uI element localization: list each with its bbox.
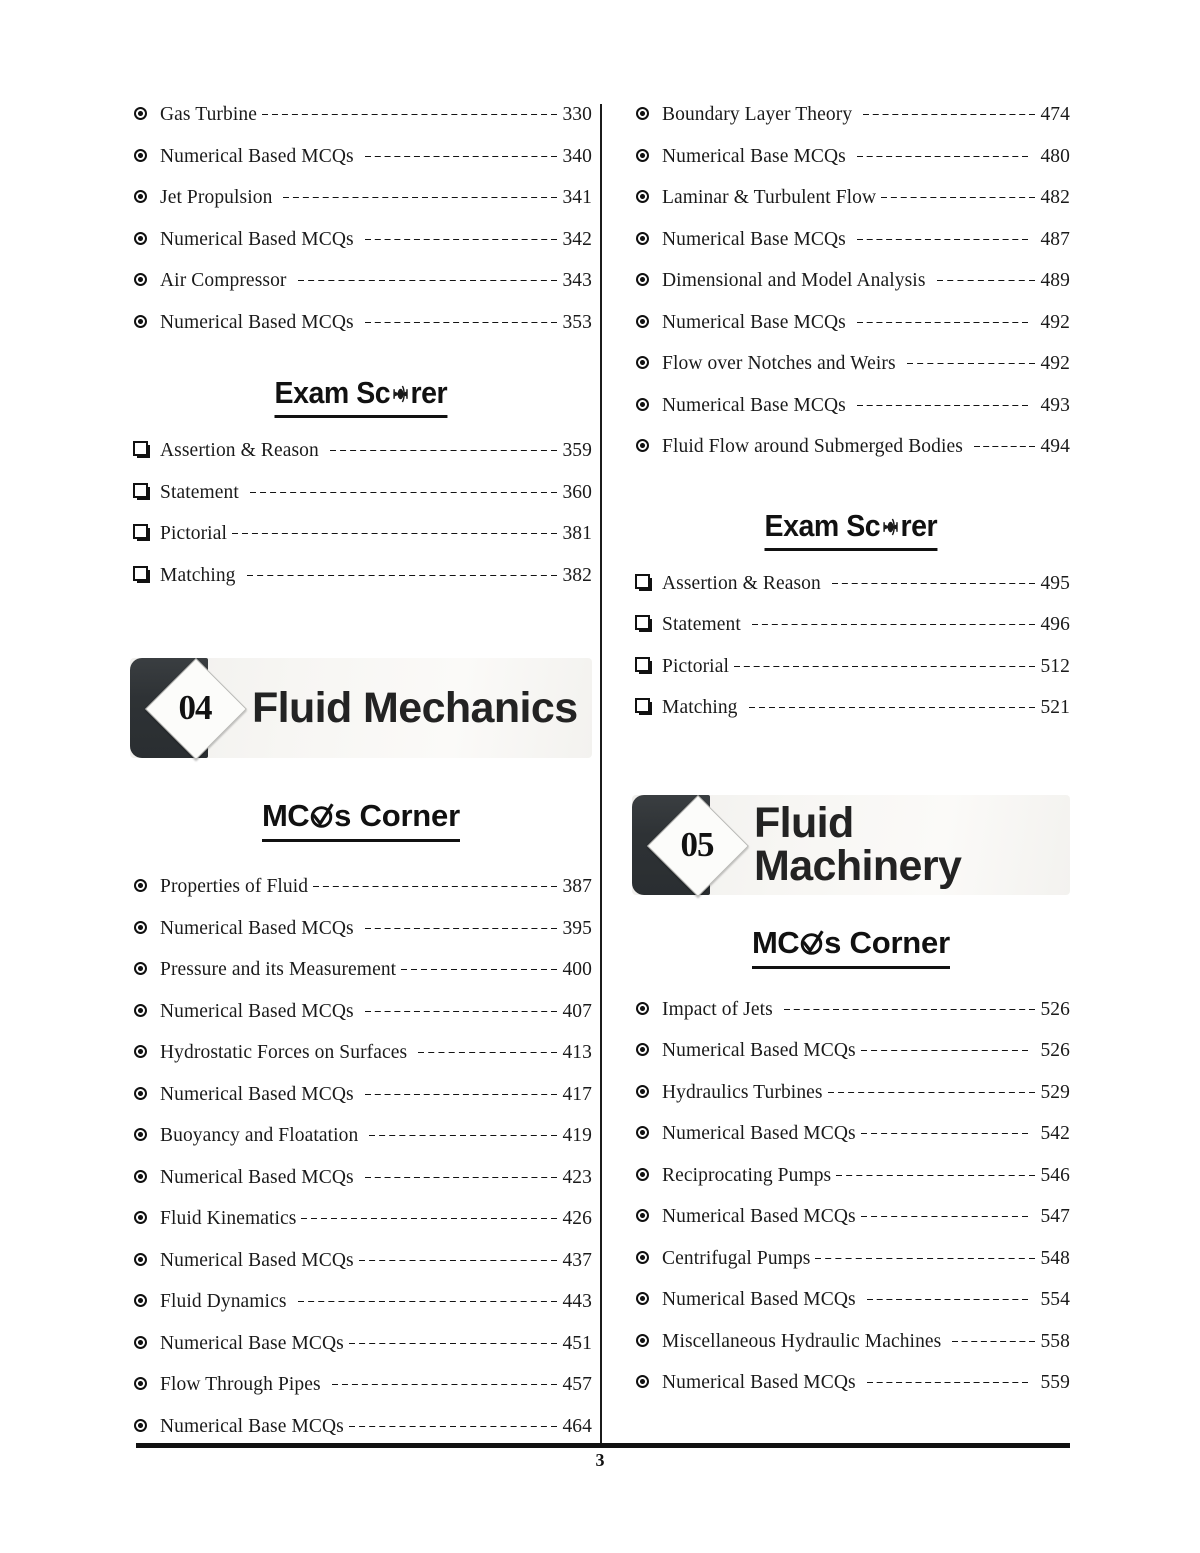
exam-scorer-wordmark: [275, 375, 448, 418]
mcqs-corner-logo-left: [130, 798, 592, 842]
toc-entry-label: Flow Through Pipes: [160, 1374, 321, 1395]
dot-leader: [907, 363, 1035, 364]
toc-entry-page: 464: [562, 1415, 592, 1437]
mcqs-corner-text-1: MC: [262, 798, 310, 833]
toc-entry-label: Numerical Based MCQs: [160, 1166, 354, 1188]
toc-entry-label: Air Compressor: [160, 270, 287, 291]
toc-entry-label: Numerical Based MCQs: [662, 1206, 856, 1227]
dot-leader: [365, 322, 557, 323]
circle-bullet-icon: [632, 189, 662, 206]
toc-entry[interactable]: [130, 1333, 592, 1375]
dot-leader: [974, 446, 1035, 447]
toc-entry[interactable]: [130, 523, 592, 565]
dot-leader: [332, 1384, 557, 1385]
check-circle-icon: [308, 803, 335, 830]
toc-entry-page: 400: [562, 959, 592, 980]
circle-bullet-icon: [130, 272, 160, 289]
toc-entry-page: 359: [562, 440, 592, 461]
dot-leader: [815, 1258, 1035, 1259]
mcqs-corner-text-2: s Corner: [824, 924, 950, 960]
toc-entry[interactable]: [632, 1206, 1070, 1248]
toc-entry[interactable]: [632, 573, 1070, 615]
toc-entry[interactable]: [632, 353, 1070, 395]
toc-entry[interactable]: [632, 1123, 1070, 1165]
dot-leader: [298, 1301, 557, 1302]
toc-entry-page: 480: [1040, 145, 1070, 167]
toc-entry[interactable]: [130, 959, 592, 1001]
toc-entry[interactable]: [632, 146, 1070, 188]
toc-entry-page: 341: [562, 187, 592, 208]
chapter-number: 05: [680, 824, 714, 864]
chapter-title: Fluid Mechanics: [252, 683, 578, 732]
toc-entry-label: Matching: [662, 697, 738, 718]
circle-bullet-icon: [130, 961, 160, 978]
toc-entry-label: Numerical Base MCQs: [662, 145, 846, 167]
circle-bullet-icon: [632, 314, 662, 331]
exam-scorer-text-2: rer: [900, 507, 938, 543]
square-bullet-icon: [130, 523, 160, 542]
toc-entry-page: 437: [562, 1249, 592, 1271]
toc-entry-label: Numerical Based MCQs: [160, 1249, 354, 1271]
toc-entry[interactable]: [632, 229, 1070, 271]
toc-entry[interactable]: [130, 104, 592, 146]
toc-entry-page: 457: [562, 1374, 592, 1395]
toc-entry-label: Pictorial: [160, 523, 227, 544]
toc-entry-page: 407: [562, 1000, 592, 1022]
square-bullet-icon: [130, 440, 160, 459]
toc-entry[interactable]: [130, 1208, 592, 1250]
circle-bullet-icon: [130, 1086, 160, 1103]
toc-entry[interactable]: [130, 146, 592, 188]
toc-entry-page: 474: [1040, 104, 1070, 125]
toc-entry-label: Pictorial: [662, 655, 729, 677]
toc-entry-page: 546: [1040, 1164, 1070, 1186]
toc-entry-page: 353: [562, 311, 592, 333]
dot-leader: [752, 624, 1035, 625]
circle-bullet-icon: [130, 878, 160, 895]
toc-entry[interactable]: [130, 229, 592, 271]
dot-leader: [301, 1218, 557, 1219]
toc-entry-label: Numerical Base MCQs: [662, 311, 846, 333]
toc-entry-label: Hydrostatic Forces on Surfaces: [160, 1042, 408, 1063]
circle-bullet-icon: [130, 1127, 160, 1144]
circle-bullet-icon: [130, 1335, 160, 1352]
toc-entry-label: Matching: [160, 564, 236, 586]
chapter-badge: [130, 658, 230, 758]
circle-bullet-icon: [130, 148, 160, 165]
toc-entry-label: Numerical Based MCQs: [160, 311, 354, 333]
left-top-list: [130, 104, 592, 353]
toc-entry[interactable]: [130, 1167, 592, 1209]
right-top-list: [632, 104, 1070, 478]
circle-bullet-icon: [130, 1210, 160, 1227]
dot-leader: [330, 450, 557, 451]
dot-leader: [857, 156, 1028, 157]
check-circle-icon: [798, 930, 825, 957]
toc-entry[interactable]: [130, 1125, 592, 1167]
toc-columns: [130, 104, 1070, 1437]
toc-entry[interactable]: [130, 565, 592, 607]
toc-entry-page: 426: [562, 1208, 592, 1229]
dot-leader: [365, 1011, 557, 1012]
circle-bullet-icon: [632, 438, 662, 455]
toc-entry-label: Fluid Flow around Submerged Bodies: [662, 436, 963, 457]
toc-entry-label: Centrifugal Pumps: [662, 1247, 811, 1269]
toc-entry[interactable]: [130, 918, 592, 960]
toc-entry[interactable]: [130, 440, 592, 482]
dot-leader: [359, 1260, 557, 1261]
right-column: [600, 104, 1070, 1424]
circle-bullet-icon: [130, 1376, 160, 1393]
toc-entry-page: 342: [562, 228, 592, 250]
toc-entry-label: Flow over Notches and Weirs: [662, 353, 896, 374]
toc-entry-label: Numerical Based MCQs: [160, 917, 354, 939]
circle-bullet-icon: [130, 106, 160, 123]
circle-bullet-icon: [130, 1169, 160, 1186]
dot-leader: [867, 1299, 1028, 1300]
toc-entry-label: Numerical Based MCQs: [662, 1123, 856, 1144]
toc-entry-page: 419: [562, 1125, 592, 1146]
toc-entry-label: Numerical Based MCQs: [160, 1083, 354, 1105]
toc-entry-page: 382: [562, 564, 592, 586]
toc-entry[interactable]: [632, 312, 1070, 354]
toc-entry[interactable]: [130, 876, 592, 918]
toc-entry-page: 381: [562, 523, 592, 544]
toc-entry-label: Numerical Based MCQs: [160, 1000, 354, 1022]
toc-entry-page: 387: [562, 876, 592, 897]
toc-entry-label: Jet Propulsion: [160, 187, 273, 208]
circle-bullet-icon: [632, 106, 662, 123]
toc-entry-page: 443: [562, 1291, 592, 1312]
toc-entry-page: 529: [1040, 1081, 1070, 1103]
mcqs-corner-wordmark: [262, 798, 460, 842]
chapter-number: 04: [178, 688, 212, 727]
chapter-banner-04: [130, 658, 592, 758]
toc-entry-page: 496: [1040, 614, 1070, 635]
chapter-badge: [632, 795, 732, 895]
toc-entry-page: 547: [1040, 1206, 1070, 1227]
toc-entry-label: Numerical Based MCQs: [160, 145, 354, 167]
dot-leader: [749, 707, 1035, 708]
toc-entry-page: 558: [1040, 1330, 1070, 1352]
chapter-title: Fluid Machinery: [754, 798, 962, 890]
dot-leader: [832, 583, 1035, 584]
mcqs-corner-text-2: s Corner: [334, 798, 460, 833]
toc-entry[interactable]: [632, 104, 1070, 146]
circle-bullet-icon: [130, 920, 160, 937]
toc-entry-page: 492: [1040, 311, 1070, 333]
toc-entry-label: Fluid Dynamics: [160, 1291, 287, 1312]
dot-leader: [401, 969, 557, 970]
toc-entry-label: Buoyancy and Floatation: [160, 1125, 359, 1146]
circle-bullet-icon: [632, 1208, 662, 1225]
dot-leader: [734, 666, 1035, 667]
toc-entry[interactable]: [632, 1040, 1070, 1082]
toc-entry[interactable]: [130, 482, 592, 524]
toc-entry-label: Numerical Base MCQs: [662, 228, 846, 250]
toc-entry[interactable]: [632, 614, 1070, 656]
toc-entry-page: 413: [562, 1042, 592, 1063]
toc-entry-page: 559: [1040, 1372, 1070, 1393]
square-bullet-icon: [130, 565, 160, 584]
dot-leader: [828, 1092, 1035, 1093]
dot-leader: [861, 1050, 1028, 1051]
dot-leader: [313, 886, 557, 887]
dot-leader: [857, 405, 1028, 406]
toc-entry-page: 330: [562, 104, 592, 125]
mcqs-corner-logo-right: [632, 925, 1070, 969]
toc-entry[interactable]: [632, 999, 1070, 1041]
dot-leader: [349, 1426, 557, 1427]
dot-leader: [857, 322, 1028, 323]
toc-entry-page: 495: [1040, 572, 1070, 594]
toc-entry-page: 526: [1040, 998, 1070, 1020]
toc-entry[interactable]: [632, 270, 1070, 312]
toc-entry-label: Statement: [160, 481, 239, 503]
exam-scorer-wordmark: [765, 508, 938, 551]
dot-leader: [784, 1009, 1035, 1010]
toc-entry-label: Boundary Layer Theory: [662, 104, 853, 125]
dot-leader: [365, 239, 557, 240]
toc-entry-label: Numerical Based MCQs: [160, 228, 354, 250]
toc-entry-label: Miscellaneous Hydraulic Machines: [662, 1330, 942, 1352]
toc-entry-page: 548: [1040, 1247, 1070, 1269]
dot-leader: [298, 280, 557, 281]
toc-entry[interactable]: [130, 1250, 592, 1292]
toc-entry[interactable]: [130, 1291, 592, 1333]
toc-entry-page: 395: [562, 917, 592, 939]
toc-entry-page: 360: [562, 481, 592, 503]
square-bullet-icon: [632, 656, 662, 675]
toc-entry-label: Numerical Base MCQs: [160, 1332, 344, 1354]
toc-entry-page: 492: [1040, 353, 1070, 374]
right-exam-scorer-list: [632, 573, 1070, 739]
circle-bullet-icon: [130, 1293, 160, 1310]
scorer-swoosh-icon: [880, 516, 900, 538]
square-bullet-icon: [632, 697, 662, 716]
circle-bullet-icon: [632, 1042, 662, 1059]
dot-leader: [365, 928, 557, 929]
circle-bullet-icon: [632, 1001, 662, 1018]
exam-scorer-text-2: rer: [410, 375, 448, 410]
circle-bullet-icon: [632, 1084, 662, 1101]
right-mcqs-list: [632, 999, 1070, 1414]
toc-entry[interactable]: [632, 1331, 1070, 1373]
toc-entry-label: Numerical Base MCQs: [662, 394, 846, 416]
circle-bullet-icon: [130, 1044, 160, 1061]
circle-bullet-icon: [632, 1167, 662, 1184]
dot-leader: [365, 1094, 557, 1095]
toc-entry-page: 493: [1040, 394, 1070, 416]
toc-entry[interactable]: [632, 436, 1070, 478]
left-mcqs-list: [130, 876, 592, 1457]
circle-bullet-icon: [632, 231, 662, 248]
dot-leader: [863, 114, 1035, 115]
circle-bullet-icon: [130, 189, 160, 206]
toc-entry-page: 554: [1040, 1289, 1070, 1310]
toc-entry-page: 451: [562, 1332, 592, 1354]
mcqs-corner-wordmark: [752, 925, 950, 969]
left-column: [130, 104, 600, 1437]
toc-entry-label: Statement: [662, 614, 741, 635]
dot-leader: [418, 1052, 557, 1053]
circle-bullet-icon: [130, 314, 160, 331]
circle-bullet-icon: [632, 355, 662, 372]
toc-entry[interactable]: [130, 270, 592, 312]
toc-entry-page: 340: [562, 145, 592, 167]
circle-bullet-icon: [130, 1418, 160, 1435]
dot-leader: [349, 1343, 557, 1344]
toc-entry[interactable]: [632, 697, 1070, 739]
toc-entry[interactable]: [632, 395, 1070, 437]
toc-entry-page: 512: [1040, 655, 1070, 677]
dot-leader: [365, 1177, 557, 1178]
toc-entry[interactable]: [632, 1165, 1070, 1207]
toc-entry[interactable]: [130, 1042, 592, 1084]
toc-entry[interactable]: [130, 1374, 592, 1416]
circle-bullet-icon: [130, 231, 160, 248]
circle-bullet-icon: [130, 1003, 160, 1020]
dot-leader: [881, 197, 1035, 198]
toc-entry-label: Assertion & Reason: [160, 440, 319, 461]
dot-leader: [232, 533, 557, 534]
dot-leader: [836, 1175, 1035, 1176]
toc-entry[interactable]: [130, 1084, 592, 1126]
mcqs-corner-text-1: MC: [752, 924, 800, 960]
exam-scorer-text-1: Exam Sc: [274, 375, 391, 410]
dot-leader: [857, 239, 1028, 240]
toc-entry-page: 542: [1040, 1123, 1070, 1144]
toc-entry[interactable]: [632, 1289, 1070, 1331]
dot-leader: [262, 114, 557, 115]
toc-entry-page: 423: [562, 1166, 592, 1188]
toc-entry[interactable]: [130, 187, 592, 229]
circle-bullet-icon: [632, 148, 662, 165]
dot-leader: [283, 197, 557, 198]
circle-bullet-icon: [632, 272, 662, 289]
dot-leader: [365, 156, 557, 157]
square-bullet-icon: [130, 482, 160, 501]
left-exam-scorer-list: [130, 440, 592, 606]
dot-leader: [250, 492, 557, 493]
exam-scorer-text-1: Exam Sc: [764, 507, 881, 543]
toc-entry-label: Gas Turbine: [160, 104, 257, 125]
dot-leader: [952, 1341, 1035, 1342]
circle-bullet-icon: [130, 1252, 160, 1269]
dot-leader: [247, 575, 557, 576]
toc-entry-label: Properties of Fluid: [160, 876, 309, 897]
circle-bullet-icon: [632, 1250, 662, 1267]
toc-entry-page: 417: [562, 1083, 592, 1105]
toc-entry[interactable]: [632, 1372, 1070, 1414]
toc-entry-page: 482: [1040, 187, 1070, 208]
toc-entry-label: Fluid Kinematics: [160, 1208, 297, 1229]
dot-leader: [937, 280, 1035, 281]
dot-leader: [861, 1133, 1028, 1134]
circle-bullet-icon: [632, 1333, 662, 1350]
toc-entry[interactable]: [130, 312, 592, 354]
toc-entry-label: Pressure and its Measurement: [160, 959, 397, 980]
toc-entry-label: Impact of Jets: [662, 998, 773, 1020]
toc-entry-page: 487: [1040, 228, 1070, 250]
toc-entry-label: Dimensional and Model Analysis: [662, 270, 926, 291]
toc-entry-label: Reciprocating Pumps: [662, 1164, 832, 1186]
dot-leader: [867, 1382, 1028, 1383]
toc-entry[interactable]: [130, 1001, 592, 1043]
circle-bullet-icon: [632, 397, 662, 414]
toc-entry[interactable]: [632, 1082, 1070, 1124]
square-bullet-icon: [632, 573, 662, 592]
footer-rule: [136, 1443, 1070, 1448]
scorer-swoosh-icon: [390, 383, 410, 405]
toc-entry-page: 494: [1040, 436, 1070, 457]
dot-leader: [861, 1216, 1028, 1217]
square-bullet-icon: [632, 614, 662, 633]
circle-bullet-icon: [632, 1291, 662, 1308]
exam-scorer-logo-right: [632, 508, 1070, 551]
toc-entry[interactable]: [632, 1248, 1070, 1290]
exam-scorer-logo-left: [130, 375, 592, 418]
toc-entry-page: 526: [1040, 1040, 1070, 1061]
toc-entry[interactable]: [632, 656, 1070, 698]
toc-entry-label: Numerical Based MCQs: [662, 1289, 856, 1310]
circle-bullet-icon: [632, 1374, 662, 1391]
toc-entry-page: 489: [1040, 270, 1070, 291]
toc-entry-label: Numerical Based MCQs: [662, 1372, 856, 1393]
dot-leader: [369, 1135, 557, 1136]
chapter-banner-05: [632, 795, 1070, 895]
toc-entry-label: Numerical Based MCQs: [662, 1040, 856, 1061]
toc-entry-page: 343: [562, 270, 592, 291]
toc-entry-label: Assertion & Reason: [662, 572, 821, 594]
toc-entry[interactable]: [632, 187, 1070, 229]
page-number: 3: [595, 1450, 605, 1470]
toc-entry-label: Numerical Base MCQs: [160, 1415, 344, 1437]
toc-entry-label: Hydraulics Turbines: [662, 1081, 823, 1103]
toc-entry-page: 521: [1040, 697, 1070, 718]
toc-entry-label: Laminar & Turbulent Flow: [662, 187, 877, 208]
circle-bullet-icon: [632, 1125, 662, 1142]
